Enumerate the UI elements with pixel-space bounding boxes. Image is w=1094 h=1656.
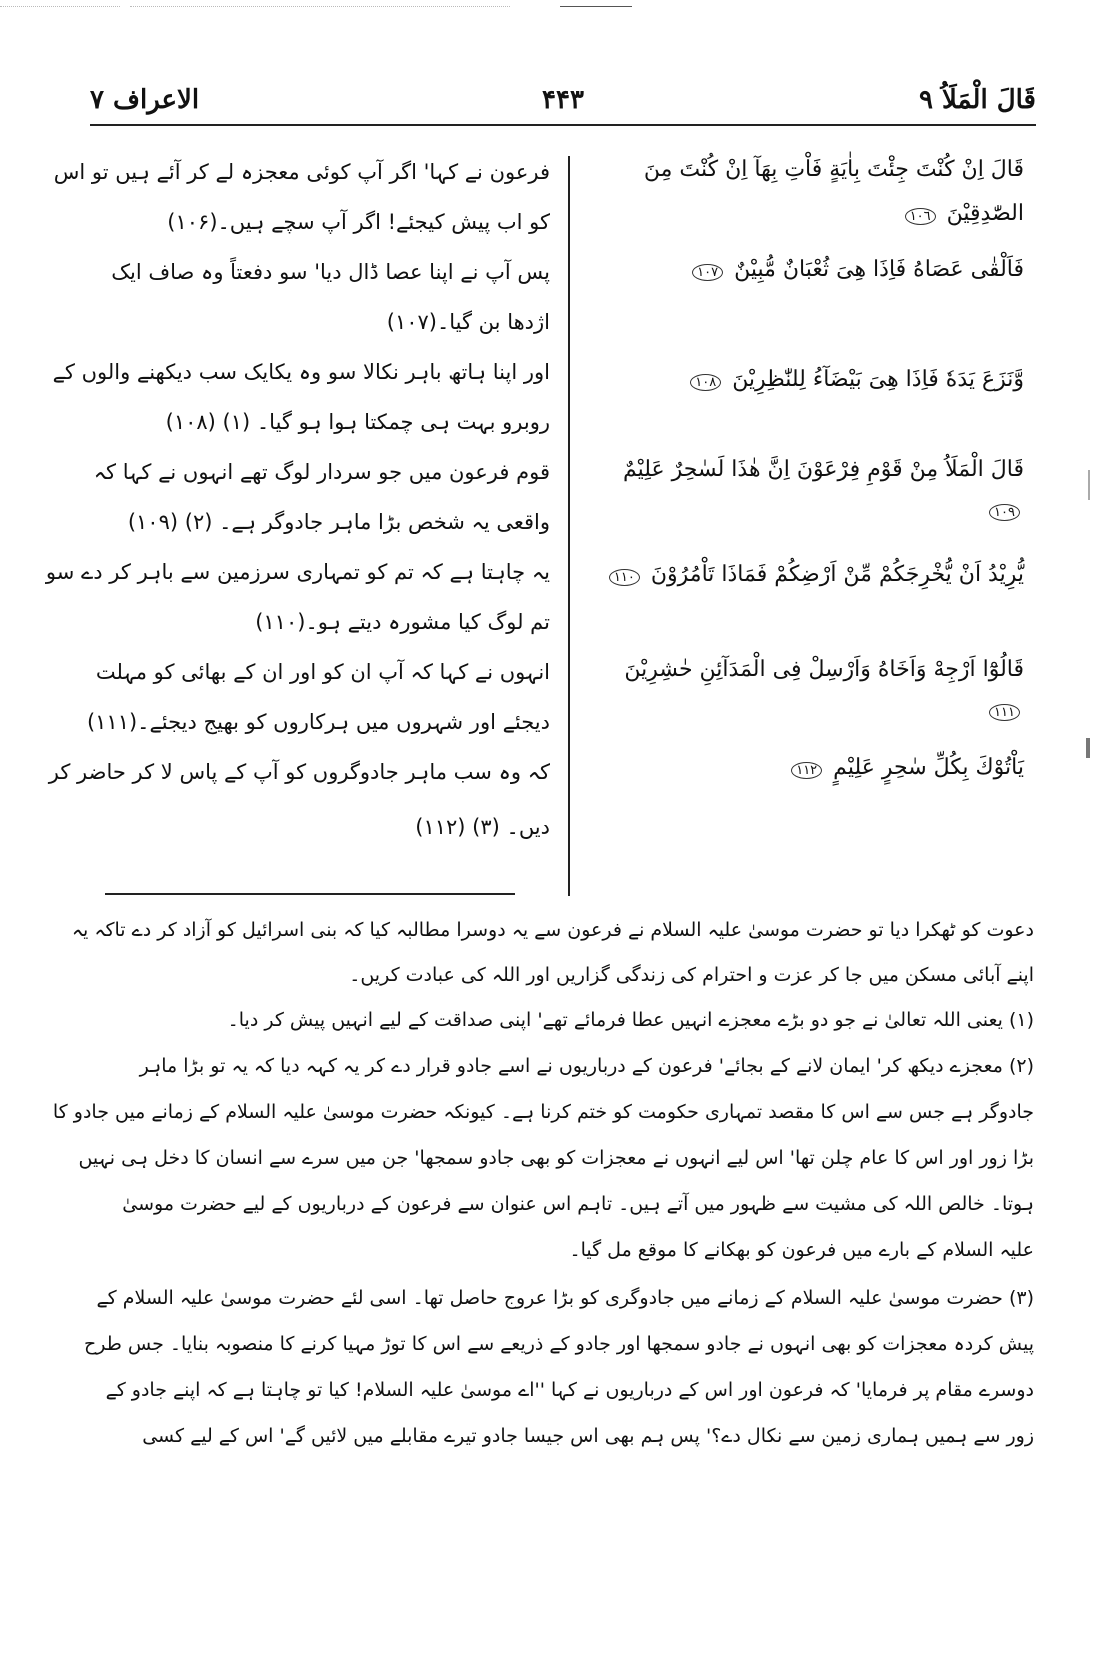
ayah bbox=[590, 555, 1024, 598]
footnote-line: دوسرے مقام پر فرمایا' کہ فرعون اور اس کے درباریوں نے کہا ''اے موسیٰ علیہ السلام! کیا تو چاہتا ہے کہ اپنے جادو کے bbox=[105, 1379, 1034, 1401]
ayah-text: قَالُوْٓا اَرْجِهْ وَاَخَاهُ وَاَرْسِلْ فِى الْمَدَآئِنِ حٰشِرِيْنَ bbox=[624, 657, 1024, 682]
ayah-number: ١٠٩ bbox=[989, 504, 1020, 521]
footnote-line: (۲) معجزے دیکھ کر' ایمان لانے کے بجائے' فرعون کے درباریوں نے اسے جادو قرار دے کر یہ کہہ دیا کہ یہ تو بڑا ماہر bbox=[139, 1055, 1034, 1077]
ayah bbox=[590, 194, 1024, 237]
ayah bbox=[590, 360, 1024, 403]
footnote-rule bbox=[105, 893, 515, 895]
footnote-line: دعوت کو ٹھکرا دیا تو حضرت موسیٰ علیہ السلام نے فرعون سے یہ دوسرا مطالبہ کیا کہ بنی اسرائیل کو آزاد کر دے تاکہ یہ bbox=[71, 919, 1034, 941]
translation-line: پس آپ نے اپنا عصا ڈال دیا' سو دفعتاً وہ صاف ایک bbox=[111, 260, 550, 284]
translation-line: کو اب پیش کیجئے! اگر آپ سچے ہیں۔(۱۰۶) bbox=[167, 210, 550, 234]
footnote-line: جادوگر ہے جس سے اس کا مقصد تمہاری حکومت کو ختم کرنا ہے۔ کیونکہ حضرت موسیٰ علیہ السلام کے زمانے میں جادو کا bbox=[52, 1101, 1034, 1123]
ayah-text: يَاْتُوْكَ بِكُلِّ سٰحِرٍ عَلِيْمٍ bbox=[833, 755, 1024, 780]
footnote-line: اپنے آبائی مسکن میں جا کر عزت و احترام کی زندگی گزاریں اور اللہ کی عبادت کریں۔ bbox=[349, 964, 1034, 986]
ayah-number: ١٠٨ bbox=[690, 374, 721, 391]
ayah bbox=[590, 748, 1024, 791]
translation-line: دیجئے اور شہروں میں ہرکاروں کو بھیج دیجئے۔(۱۱۱) bbox=[86, 710, 550, 734]
translation-line: واقعی یہ شخص بڑا ماہر جادوگر ہے۔ (۲) (۱۰۹) bbox=[127, 510, 550, 534]
ayah-text: وَّنَزَعَ يَدَهٗ فَاِذَا هِىَ بَيْضَآءُ لِلنّٰظِرِيْنَ bbox=[732, 367, 1024, 392]
translation-line: دیں۔ (۳) (۱۱۲) bbox=[415, 815, 550, 839]
footnote-line: پیش کردہ معجزات کو بھی انہوں نے جادو سمجھا اور جادو کے ذریعے سے اس کا توڑ مہیا کرنے کا منصوبہ بنایا۔ جس طرح bbox=[84, 1333, 1034, 1355]
ayah-number: ١١٠ bbox=[609, 569, 640, 586]
translation-line: قوم فرعون میں جو سردار لوگ تھے انہوں نے کہا کہ bbox=[93, 460, 550, 484]
translation-line: کہ وہ سب ماہر جادوگروں کو آپ کے پاس لا کر حاضر کر bbox=[48, 760, 550, 784]
ayah-number: ١٠٦ bbox=[905, 208, 936, 225]
page-number: ۴۴۳ bbox=[542, 85, 584, 115]
translation-line: یہ چاہتا ہے کہ تم کو تمہاری سرزمین سے باہر کر دے سو bbox=[45, 560, 550, 584]
footnote-line: (۳) حضرت موسیٰ علیہ السلام کے زمانے میں جادوگری کو بڑا عروج حاصل تھا۔ اسی لئے حضرت موسیٰ علیہ السلام کے bbox=[96, 1287, 1034, 1309]
page-header bbox=[90, 80, 1036, 120]
ayah bbox=[590, 150, 1024, 190]
ayah bbox=[590, 450, 1024, 533]
top-edge-faint-rule bbox=[0, 6, 120, 7]
top-edge-rule bbox=[560, 6, 632, 7]
surah-name: الاعراف ۷ bbox=[90, 85, 200, 115]
header-rule bbox=[90, 124, 1036, 126]
ayah-text: فَاَلْقٰى عَصَاهُ فَاِذَا هِىَ ثُعْبَانٌ مُّبِيْنٌ bbox=[734, 257, 1024, 282]
ayah bbox=[590, 250, 1024, 293]
translation-line: تم لوگ کیا مشورہ دیتے ہو۔(۱۱۰) bbox=[255, 610, 550, 634]
translation-line: اور اپنا ہاتھ باہر نکالا سو وہ یکایک سب دیکھنے والوں کے bbox=[52, 360, 550, 384]
ayah bbox=[590, 650, 1024, 733]
footnote-line: زور سے ہمیں ہماری زمین سے نکال دے؟' پس ہم بھی اس جیسا جادو تیرے مقابلے میں لائیں گے' اس کے لیے کسی bbox=[142, 1425, 1034, 1447]
juz-name: قَالَ الْمَلَاُ ۹ bbox=[918, 85, 1036, 115]
top-edge-faint-rule bbox=[130, 6, 510, 7]
ayah-text: قَالَ الْمَلَاُ مِنْ قَوْمِ فِرْعَوْنَ اِنَّ هٰذَا لَسٰحِرٌ عَلِيْمٌ bbox=[622, 457, 1024, 482]
translation-line: فرعون نے کہا' اگر آپ کوئی معجزہ لے کر آئے ہیں تو اس bbox=[53, 160, 550, 184]
ayah-number: ١١١ bbox=[989, 704, 1020, 721]
translation-line: انہوں نے کہا کہ آپ ان کو اور ان کے بھائی کو مہلت bbox=[95, 660, 550, 684]
footnote-line: علیہ السلام کے بارے میں فرعون کو بھکانے کا موقع مل گیا۔ bbox=[569, 1239, 1034, 1261]
footnote-line: بڑا زور اور اس کا عام چلن تھا' اس لیے انہوں نے معجزات کو بھی جادو سمجھا' جن میں سرے سے انسان کا دخل ہی نہیں bbox=[78, 1147, 1034, 1169]
footnote-line: (۱) یعنی اللہ تعالیٰ نے جو دو بڑے معجزے انہیں عطا فرمائے تھے' اپنی صداقت کے لیے انہیں پیش کر دیا۔ bbox=[227, 1009, 1034, 1031]
scan-margin-mark bbox=[1088, 470, 1090, 500]
translation-line: اژدھا بن گیا۔(۱۰۷) bbox=[386, 310, 550, 334]
ayah-text: قَالَ اِنْ كُنْتَ جِئْتَ بِاٰيَةٍ فَاْتِ بِهَآ اِنْ كُنْتَ مِنَ bbox=[643, 157, 1024, 182]
scan-margin-mark bbox=[1086, 738, 1090, 758]
ayah-text: يُّرِيْدُ اَنْ يُّخْرِجَكُمْ مِّنْ اَرْضِكُمْ فَمَاذَا تَاْمُرُوْنَ bbox=[650, 562, 1024, 587]
footnote-line: ہوتا۔ خالص اللہ کی مشیت سے ظہور میں آتے ہیں۔ تاہم اس عنوان سے فرعون کے درباریوں کے لیے حضرت موسیٰ bbox=[122, 1193, 1034, 1215]
ayah-number: ١١٢ bbox=[791, 762, 822, 779]
ayah-text: الصّٰدِقِيْنَ bbox=[946, 201, 1024, 226]
column-divider bbox=[568, 156, 570, 896]
translation-line: روبرو بہت ہی چمکتا ہوا ہو گیا۔ (۱) (۱۰۸) bbox=[165, 410, 550, 434]
ayah-number: ١٠٧ bbox=[692, 264, 723, 281]
